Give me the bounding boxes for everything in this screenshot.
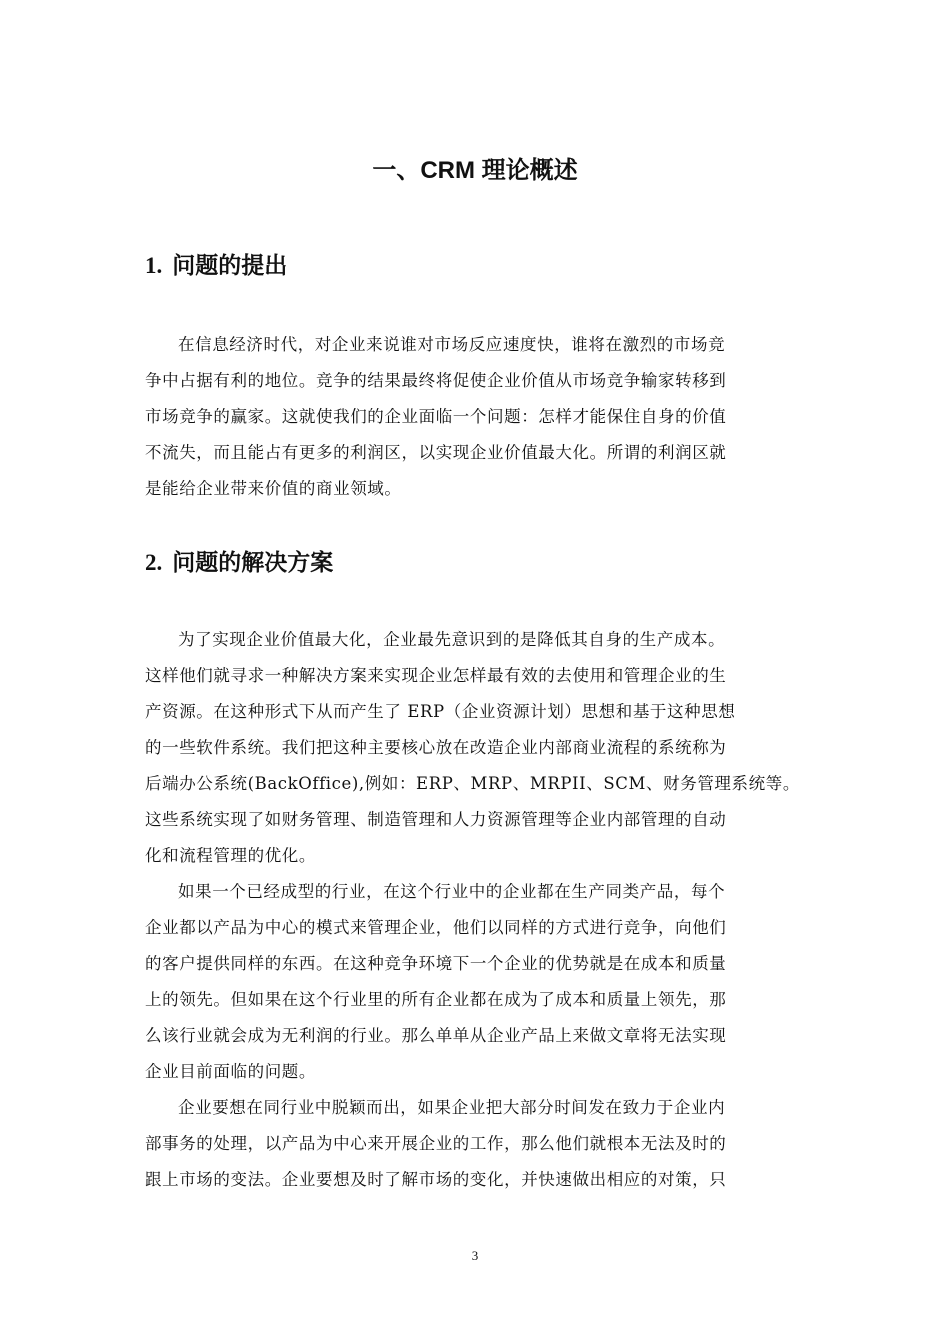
text-line: 企业都以产品为中心的模式来管理企业，他们以同样的方式进行竞争，向他们: [145, 918, 727, 937]
text-line: 市场竞争的赢家。这就使我们的企业面临一个问题：怎样才能保住自身的价值: [145, 407, 727, 426]
text-line: 不流失，而且能占有更多的利润区，以实现企业价值最大化。所谓的利润区就: [145, 443, 727, 462]
text-line: 企业目前面临的问题。: [145, 1062, 316, 1081]
page-number: 3: [471, 1248, 479, 1263]
text-line: 这些系统实现了如财务管理、制造管理和人力资源管理等企业内部管理的自动: [145, 810, 727, 829]
section-heading-1: [145, 251, 287, 281]
text-line: 上的领先。但如果在这个行业里的所有企业都在成为了成本和质量上领先，那: [145, 990, 727, 1009]
text-line: 产资源。在这种形式下从而产生了 ERP（企业资源计划）思想和基于这种思想: [145, 702, 736, 721]
section-number: 1.: [145, 253, 163, 278]
section-title: 问题的提出: [172, 253, 288, 278]
text-line: 部事务的处理，以产品为中心来开展企业的工作，那么他们就根本无法及时的: [145, 1134, 727, 1153]
section-number: 2.: [145, 550, 163, 575]
section-1-body: [145, 327, 810, 507]
text-line: 是能给企业带来价值的商业领域。: [145, 479, 402, 498]
text-line: 企业要想在同行业中脱颖而出，如果企业把大部分时间发在致力于企业内: [178, 1098, 726, 1117]
text-line: 为了实现企业价值最大化，企业最先意识到的是降低其自身的生产成本。: [178, 630, 726, 649]
text-line: 这样他们就寻求一种解决方案来实现企业怎样最有效的去使用和管理企业的生: [145, 666, 727, 685]
text-line: 的一些软件系统。我们把这种主要核心放在改造企业内部商业流程的系统称为: [145, 738, 727, 757]
chapter-title: 一、CRM 理论概述: [372, 157, 578, 184]
text-line: 跟上市场的变法。企业要想及时了解市场的变化，并快速做出相应的对策，只: [145, 1170, 727, 1189]
text-line: 的客户提供同样的东西。在这种竞争环境下一个企业的优势就是在成本和质量: [145, 954, 727, 973]
text-line: 如果一个已经成型的行业，在这个行业中的企业都在生产同类产品，每个: [178, 882, 726, 901]
text-line: 在信息经济时代，对企业来说谁对市场反应速度快，谁将在激烈的市场竞: [178, 335, 726, 354]
text-line: 争中占据有利的地位。竞争的结果最终将促使企业价值从市场竞争输家转移到: [145, 371, 727, 390]
section-heading-2: [145, 548, 333, 578]
section-2-body: [145, 622, 810, 1198]
section-title: 问题的解决方案: [172, 550, 334, 575]
text-line: 后端办公系统(BackOffice),例如：ERP、MRP、MRPII、SCM、财务管理系统等。: [145, 774, 800, 793]
text-line: 么该行业就会成为无利润的行业。那么单单从企业产品上来做文章将无法实现: [145, 1026, 727, 1045]
text-line: 化和流程管理的优化。: [145, 846, 316, 865]
